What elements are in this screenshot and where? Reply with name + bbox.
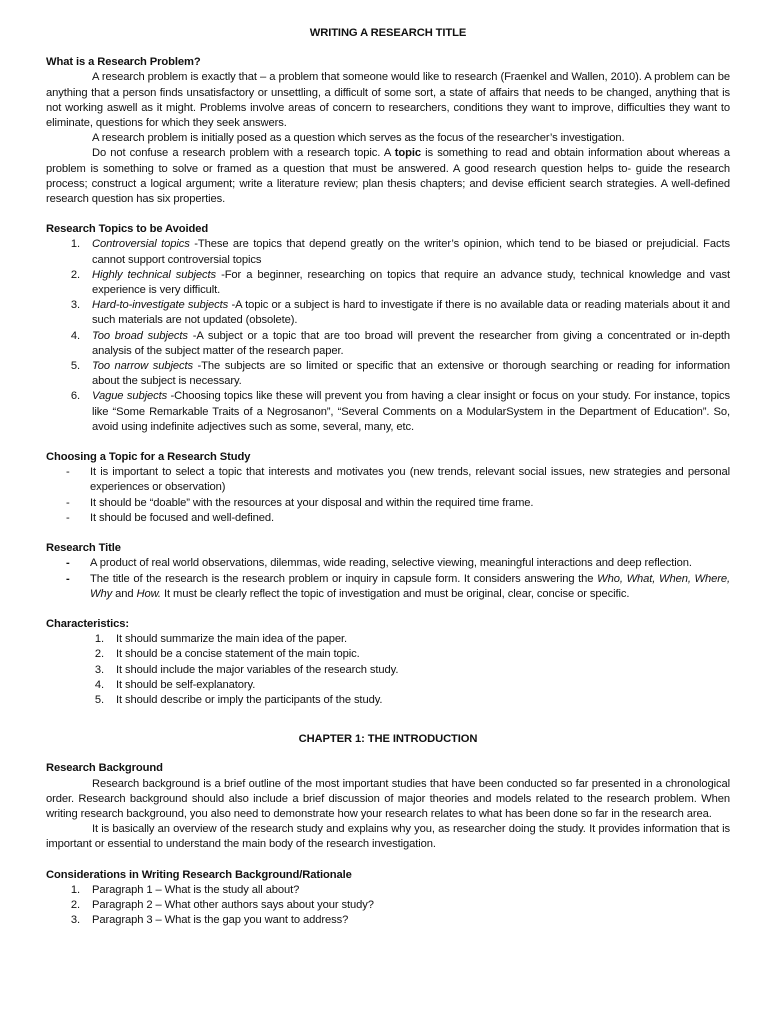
- list-item: [46, 268, 730, 298]
- list-number: 4.: [70, 329, 80, 342]
- list-item-text: -Choosing topics like these will prevent you from having a clear insight or focus on your study. For instance, topics like “Some Remarkable Traits of a Negrosanon”, “Several Comments on a ModularSystem in the Department of Education”. So, avoid using indefinite adjectives such as some, several, many, etc.: [92, 390, 730, 433]
- list-item-text: It should summarize the main idea of the paper.: [116, 633, 347, 646]
- list-number: 1.: [94, 633, 104, 646]
- research-title-section: [46, 541, 730, 602]
- list-item: [46, 693, 730, 708]
- topic-term: Vague subjects: [92, 390, 168, 403]
- choosing-topic-list: [46, 465, 730, 526]
- list-item-text: Paragraph 3 – What is the gap you want to address?: [92, 914, 349, 927]
- list-item-text: -For a beginner, researching on topics that require an advance study, technical knowledge and vast experience is very difficult.: [92, 268, 730, 297]
- research-problem-heading: What is a Research Problem?: [46, 56, 201, 69]
- list-item-text: It should be “doable” with the resources at your disposal and within the required time frame.: [90, 496, 534, 509]
- list-dash: -: [66, 511, 70, 524]
- list-item-text: A product of real world observations, dilemmas, wide reading, selective viewing, meaningful interactions and deep reflection.: [90, 557, 692, 570]
- paragraph-text: is something to read and obtain information about whereas a problem is something to solve or framed as a question that must be answered. A good research question helps to- guide the research process; construct a logical argument; write a literature review; plan thesis chapters; and devise efficient search strategies. A well-defined research question has six properties.: [46, 147, 730, 206]
- research-background-section: [46, 761, 730, 852]
- topic-term: Hard-to-investigate subjects: [92, 299, 229, 312]
- characteristics-heading: Characteristics:: [46, 617, 129, 630]
- list-item: [46, 678, 730, 693]
- list-number: 2.: [94, 648, 104, 661]
- list-item-text: It should be focused and well-defined.: [90, 511, 275, 524]
- list-number: 3.: [70, 914, 80, 927]
- list-item-text: Paragraph 1 – What is the study all about?: [92, 883, 300, 896]
- list-item: [46, 883, 730, 898]
- list-item: [46, 329, 730, 359]
- research-problem-section: [46, 55, 730, 207]
- list-item-text: It should be self-explanatory.: [116, 678, 256, 691]
- topic-term: Controversial topics: [92, 238, 190, 251]
- list-item-text: and: [112, 587, 137, 600]
- list-number: 6.: [70, 390, 80, 403]
- list-item: [46, 298, 730, 328]
- list-dash: -: [66, 496, 70, 509]
- list-item-text: -A topic or a subject is hard to investigate if there is no available data or reading materials about it and such materials are not updated (obsolete).: [92, 299, 730, 327]
- list-dash: -: [66, 466, 70, 479]
- list-item: [46, 632, 730, 647]
- list-number: 5.: [94, 693, 104, 706]
- choosing-topic-heading: Choosing a Topic for a Research Study: [46, 451, 251, 464]
- list-number: 1.: [70, 883, 80, 896]
- list-item-text: -The subjects are so limited or specific that an extensive or thorough searching or reading for information about the subject is necessary.: [92, 360, 730, 388]
- list-item-text: -These are topics that depend greatly on the writer’s opinion, which tend to be biased or prejudicial. Facts cannot support controversial topics: [92, 238, 730, 266]
- list-item: [46, 511, 730, 526]
- list-item: [46, 237, 730, 267]
- list-item-text: -A subject or a topic that are too broad will prevent the researcher from giving a concentrated or in-depth analysis of the subject matter of the research paper.: [92, 329, 730, 357]
- considerations-heading: Considerations in Writing Research Background/Rationale: [46, 868, 352, 881]
- list-item: [46, 465, 730, 495]
- chapter-title: CHAPTER 1: THE INTRODUCTION: [298, 733, 478, 746]
- italic-text: How.: [136, 587, 161, 600]
- research-title-heading: Research Title: [46, 542, 121, 555]
- document-body: [46, 26, 730, 928]
- topics-to-avoid-list: [46, 237, 730, 435]
- italic-text: Who, What, When, Where, Why: [90, 572, 731, 600]
- document-title: WRITING A RESEARCH TITLE: [309, 27, 467, 39]
- list-item-text: It should describe or imply the participants of the study.: [116, 693, 383, 706]
- list-number: 2.: [70, 268, 80, 281]
- topics-to-avoid-section: [46, 222, 730, 435]
- topic-term: topic: [394, 147, 421, 160]
- list-item-text: It should be a concise statement of the main topic.: [116, 648, 360, 661]
- research-problem-paragraph-2: A research problem is initially posed as a question which serves as the focus of the researcher’s investigation.: [92, 132, 625, 145]
- list-number: 2.: [70, 898, 80, 911]
- list-item-text: It should include the major variables of the research study.: [116, 663, 399, 676]
- list-item: [46, 556, 730, 571]
- topic-term: Too narrow subjects: [92, 360, 193, 373]
- research-background-heading: Research Background: [46, 762, 163, 775]
- paragraph-text: Do not confuse a research problem with a research topic. A: [92, 147, 395, 160]
- research-background-paragraph-2: It is basically an overview of the research study and explains why you, as researcher doing the study. It provides information that is important or essential to understand the main body of the research investigation.: [46, 823, 730, 851]
- topic-term: Highly technical subjects: [92, 268, 217, 281]
- list-item: [46, 913, 730, 928]
- list-number: 1.: [70, 238, 80, 251]
- topics-to-avoid-heading: Research Topics to be Avoided: [46, 223, 209, 236]
- research-title-list: [46, 556, 730, 602]
- list-number: 4.: [94, 678, 104, 691]
- list-item: [46, 389, 730, 435]
- list-number: 5.: [70, 360, 80, 373]
- list-item: [46, 496, 730, 511]
- list-item: [46, 898, 730, 913]
- list-number: 3.: [94, 663, 104, 676]
- list-dash: -: [66, 557, 70, 570]
- research-background-paragraph-1: Research background is a brief outline of the most important studies that have been conducted so far presented in a chronological order. Research background should also include a brief discussion of major theories and models related to the research problem. When writing research background, you also need to demonstrate how your research relates to what has been done so far in the research area.: [46, 777, 730, 820]
- considerations-list: [46, 883, 730, 929]
- list-item: [46, 359, 730, 389]
- list-item: [46, 572, 730, 602]
- list-item-text: The title of the research is the research problem or inquiry in capsule form. It considers answering the: [90, 572, 598, 585]
- list-item: [46, 647, 730, 662]
- list-item-text: It must be clearly reflect the topic of investigation and must be original, clear, concise or specific.: [160, 587, 630, 600]
- list-number: 3.: [70, 299, 80, 312]
- topic-term: Too broad subjects: [92, 329, 188, 342]
- research-problem-paragraph-3: [46, 146, 730, 207]
- characteristics-section: [46, 617, 730, 708]
- research-problem-paragraph-1: A research problem is exactly that – a problem that someone would like to research (Fraenkel and Wallen, 2010). A problem can be anything that a person finds unsatisfactory or unsettling, a difficult of some sort, a state of affairs that needs to be changed, anything that is not working aswell as it might. Problems involve areas of concern to researchers, conditions they want to improve, difficulties they want to eliminate, questions for which they seek answers.: [46, 71, 730, 130]
- list-dash: -: [66, 572, 70, 585]
- choosing-topic-section: [46, 450, 730, 526]
- characteristics-list: [46, 632, 730, 708]
- list-item: [46, 663, 730, 678]
- considerations-section: [46, 868, 730, 929]
- list-item-text: Paragraph 2 – What other authors says about your study?: [92, 898, 374, 911]
- list-item-text: It is important to select a topic that interests and motivates you (new trends, relevant social issues, new strategies and personal experiences or observation): [90, 466, 730, 494]
